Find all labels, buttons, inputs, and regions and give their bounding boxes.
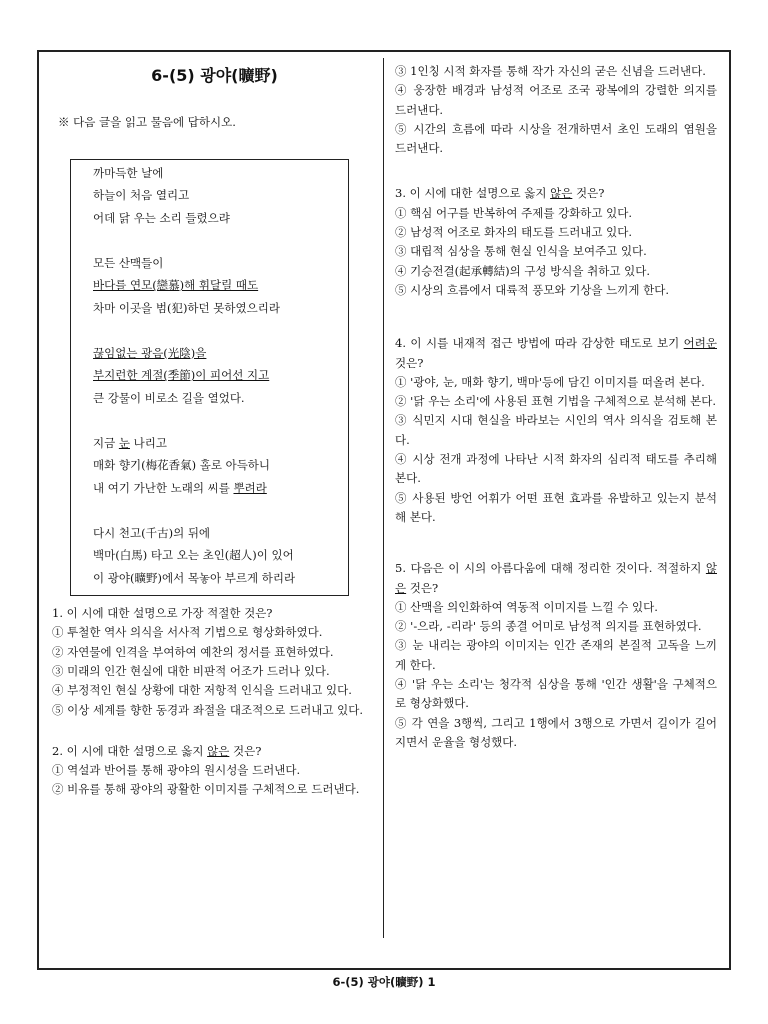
question-stem <box>52 742 377 761</box>
answer-option: ⑤ 사용된 방언 어휘가 어떤 표현 효과를 유발하고 있는지 분석해 본다. <box>395 490 717 524</box>
poem-box <box>70 159 349 597</box>
stem-underlined-word: 않은 <box>395 561 717 595</box>
question-4 <box>395 334 717 527</box>
answer-option: ④ '닭 우는 소리'는 청각적 심상을 통해 '인간 생활'을 구체적으로 형상화했다. <box>395 677 717 711</box>
stem-text: 것은? <box>229 743 262 758</box>
answer-option: ⑤ 이상 세계를 향한 동경과 좌절을 대조적으로 드러내고 있다. <box>52 702 364 717</box>
answer-option: ④ 시상 전개 과정에 나타난 시적 화자의 심리적 태도를 추리해 본다. <box>395 452 717 486</box>
poem-line: 하늘이 처음 열리고 <box>93 188 190 203</box>
poem-line: 어데 닭 우는 소리 들렸으랴 <box>93 210 230 225</box>
answer-option: ① 핵심 어구를 반복하여 주제를 강화하고 있다. <box>395 205 633 220</box>
poem-line: 이 광야(曠野)에서 목놓아 부르게 하리라 <box>93 570 296 585</box>
answer-option: ④ 웅장한 배경과 남성적 어조로 조국 광복에의 강렬한 의지를 드러낸다. <box>395 83 717 117</box>
answer-option: ② 비유를 통해 광야의 광활한 이미지를 구체적으로 드러낸다. <box>52 782 360 797</box>
stem-text: 5. 다음은 이 시의 아름다움에 대해 정리한 것이다. 적절하지 <box>395 561 706 576</box>
answer-option: ⑤ 시상의 흐름에서 대륙적 풍모와 기상을 느끼게 한다. <box>395 282 670 297</box>
left-column <box>52 62 377 800</box>
page-footer: 6-(5) 광야(曠野) 1 <box>332 975 436 989</box>
question-5 <box>395 559 717 752</box>
stem-text: 4. 이 시를 내재적 접근 방법에 따라 감상한 태도로 보기 <box>395 336 684 351</box>
answer-option: ③ 대립적 심상을 통해 현실 인식을 보여주고 있다. <box>395 244 647 259</box>
answer-option: ① 산맥을 의인화하여 역동적 이미지를 느낄 수 있다. <box>395 599 658 614</box>
answer-option: ② '-으라, -리라' 등의 종결 어미로 남성적 의지를 표현하였다. <box>395 619 702 634</box>
poem-line <box>93 432 336 455</box>
page-title: 6-(5) 광야(曠野) <box>151 66 278 85</box>
answer-option: ③ 눈 내리는 광야의 이미지는 인간 존재의 본질적 고독을 느끼게 한다. <box>395 638 717 672</box>
question-stem <box>395 559 717 598</box>
answer-option: ④ 기승전결(起承轉結)의 구성 방식을 취하고 있다. <box>395 263 651 278</box>
poem-line <box>93 477 336 500</box>
poem-line: 모든 산맥들이 <box>93 255 164 270</box>
stem-text: 것은? <box>395 355 424 370</box>
stem-underlined-word: 어려운 <box>683 336 717 351</box>
stem-text: 것은? <box>572 186 605 201</box>
poem-text: 지금 <box>93 435 119 450</box>
stem-text: 것은? <box>406 580 439 595</box>
question-stem <box>395 334 717 373</box>
stem-underlined-word: 않은 <box>207 743 230 758</box>
stem-underlined-word: 않은 <box>550 186 573 201</box>
right-column <box>395 62 717 752</box>
answer-option: ⑤ 시간의 흐름에 따라 시상을 전개하면서 초인 도래의 염원을 드러낸다. <box>395 121 717 156</box>
answer-option: ② 자연물에 인격을 부여하여 예찬의 정서를 표현하였다. <box>52 644 334 659</box>
poem-line-underlined: 바다를 연모(戀慕)해 휘달릴 때도 <box>93 278 259 293</box>
answer-option: ④ 부정적인 현실 상황에 대한 저항적 인식을 드러내고 있다. <box>52 683 352 698</box>
poem-underlined-word: 눈 <box>118 435 130 450</box>
answer-option: ① 투철한 역사 의식을 서사적 기법으로 형상화하였다. <box>52 625 323 640</box>
answer-option: ⑤ 각 연을 3행씩, 그리고 1행에서 3행으로 가면서 길이가 길어지면서 운율을 형성했다. <box>395 715 717 749</box>
poem-line: 까마득한 날에 <box>93 165 164 180</box>
poem-line: 매화 향기(梅花香氣) 홀로 아득하니 <box>93 458 271 473</box>
answer-option: ① '광야, 눈, 매화 향기, 백마'등에 담긴 이미지를 떠올려 본다. <box>395 374 705 389</box>
column-divider <box>383 58 384 938</box>
poem-line-underlined: 부지런한 계절(季節)이 피어선 지고 <box>93 368 270 383</box>
poem-text: 나리고 <box>129 435 167 450</box>
answer-option: ① 역설과 반어를 통해 광야의 원시성을 드러낸다. <box>52 763 301 778</box>
poem-line: 차마 이곳을 범(犯)하던 못하였으리라 <box>93 300 280 315</box>
stem-text: 3. 이 시에 대한 설명으로 옳지 <box>395 186 551 201</box>
poem-underlined-word: 뿌려라 <box>233 480 267 495</box>
answer-option: ③ 1인칭 시적 화자를 통해 작가 자신의 굳은 신념을 드러낸다. <box>395 64 706 78</box>
question-2 <box>52 742 377 800</box>
directions: ※ 다음 글을 읽고 물음에 답하시오. <box>58 115 236 130</box>
question-2-continued <box>395 62 717 158</box>
poem-line: 백마(白馬) 타고 오는 초인(超人)이 있어 <box>93 548 294 563</box>
question-stem <box>395 184 717 203</box>
answer-option: ② '닭 우는 소리'에 사용된 표현 기법을 구체적으로 분석해 본다. <box>395 394 716 409</box>
poem-line: 다시 천고(千古)의 뒤에 <box>93 525 211 540</box>
question-stem: 1. 이 시에 대한 설명으로 가장 적절한 것은? <box>52 606 273 621</box>
answer-option: ③ 식민지 시대 현실을 바라보는 시인의 역사 의식을 검토해 본다. <box>395 413 717 447</box>
poem-line-underlined: 끊임없는 광음(光陰)을 <box>93 345 207 360</box>
question-1 <box>52 604 377 720</box>
stem-text: 2. 이 시에 대한 설명으로 옳지 <box>52 743 208 758</box>
question-3 <box>395 184 717 300</box>
poem-text: 내 여기 가난한 노래의 씨를 <box>93 480 234 495</box>
poem-line: 큰 강물이 비로소 길을 열었다. <box>93 390 245 405</box>
answer-option: ② 남성적 어조로 화자의 태도를 드러내고 있다. <box>395 225 633 240</box>
answer-option: ③ 미래의 인간 현실에 대한 비판적 어조가 드러나 있다. <box>52 663 330 678</box>
